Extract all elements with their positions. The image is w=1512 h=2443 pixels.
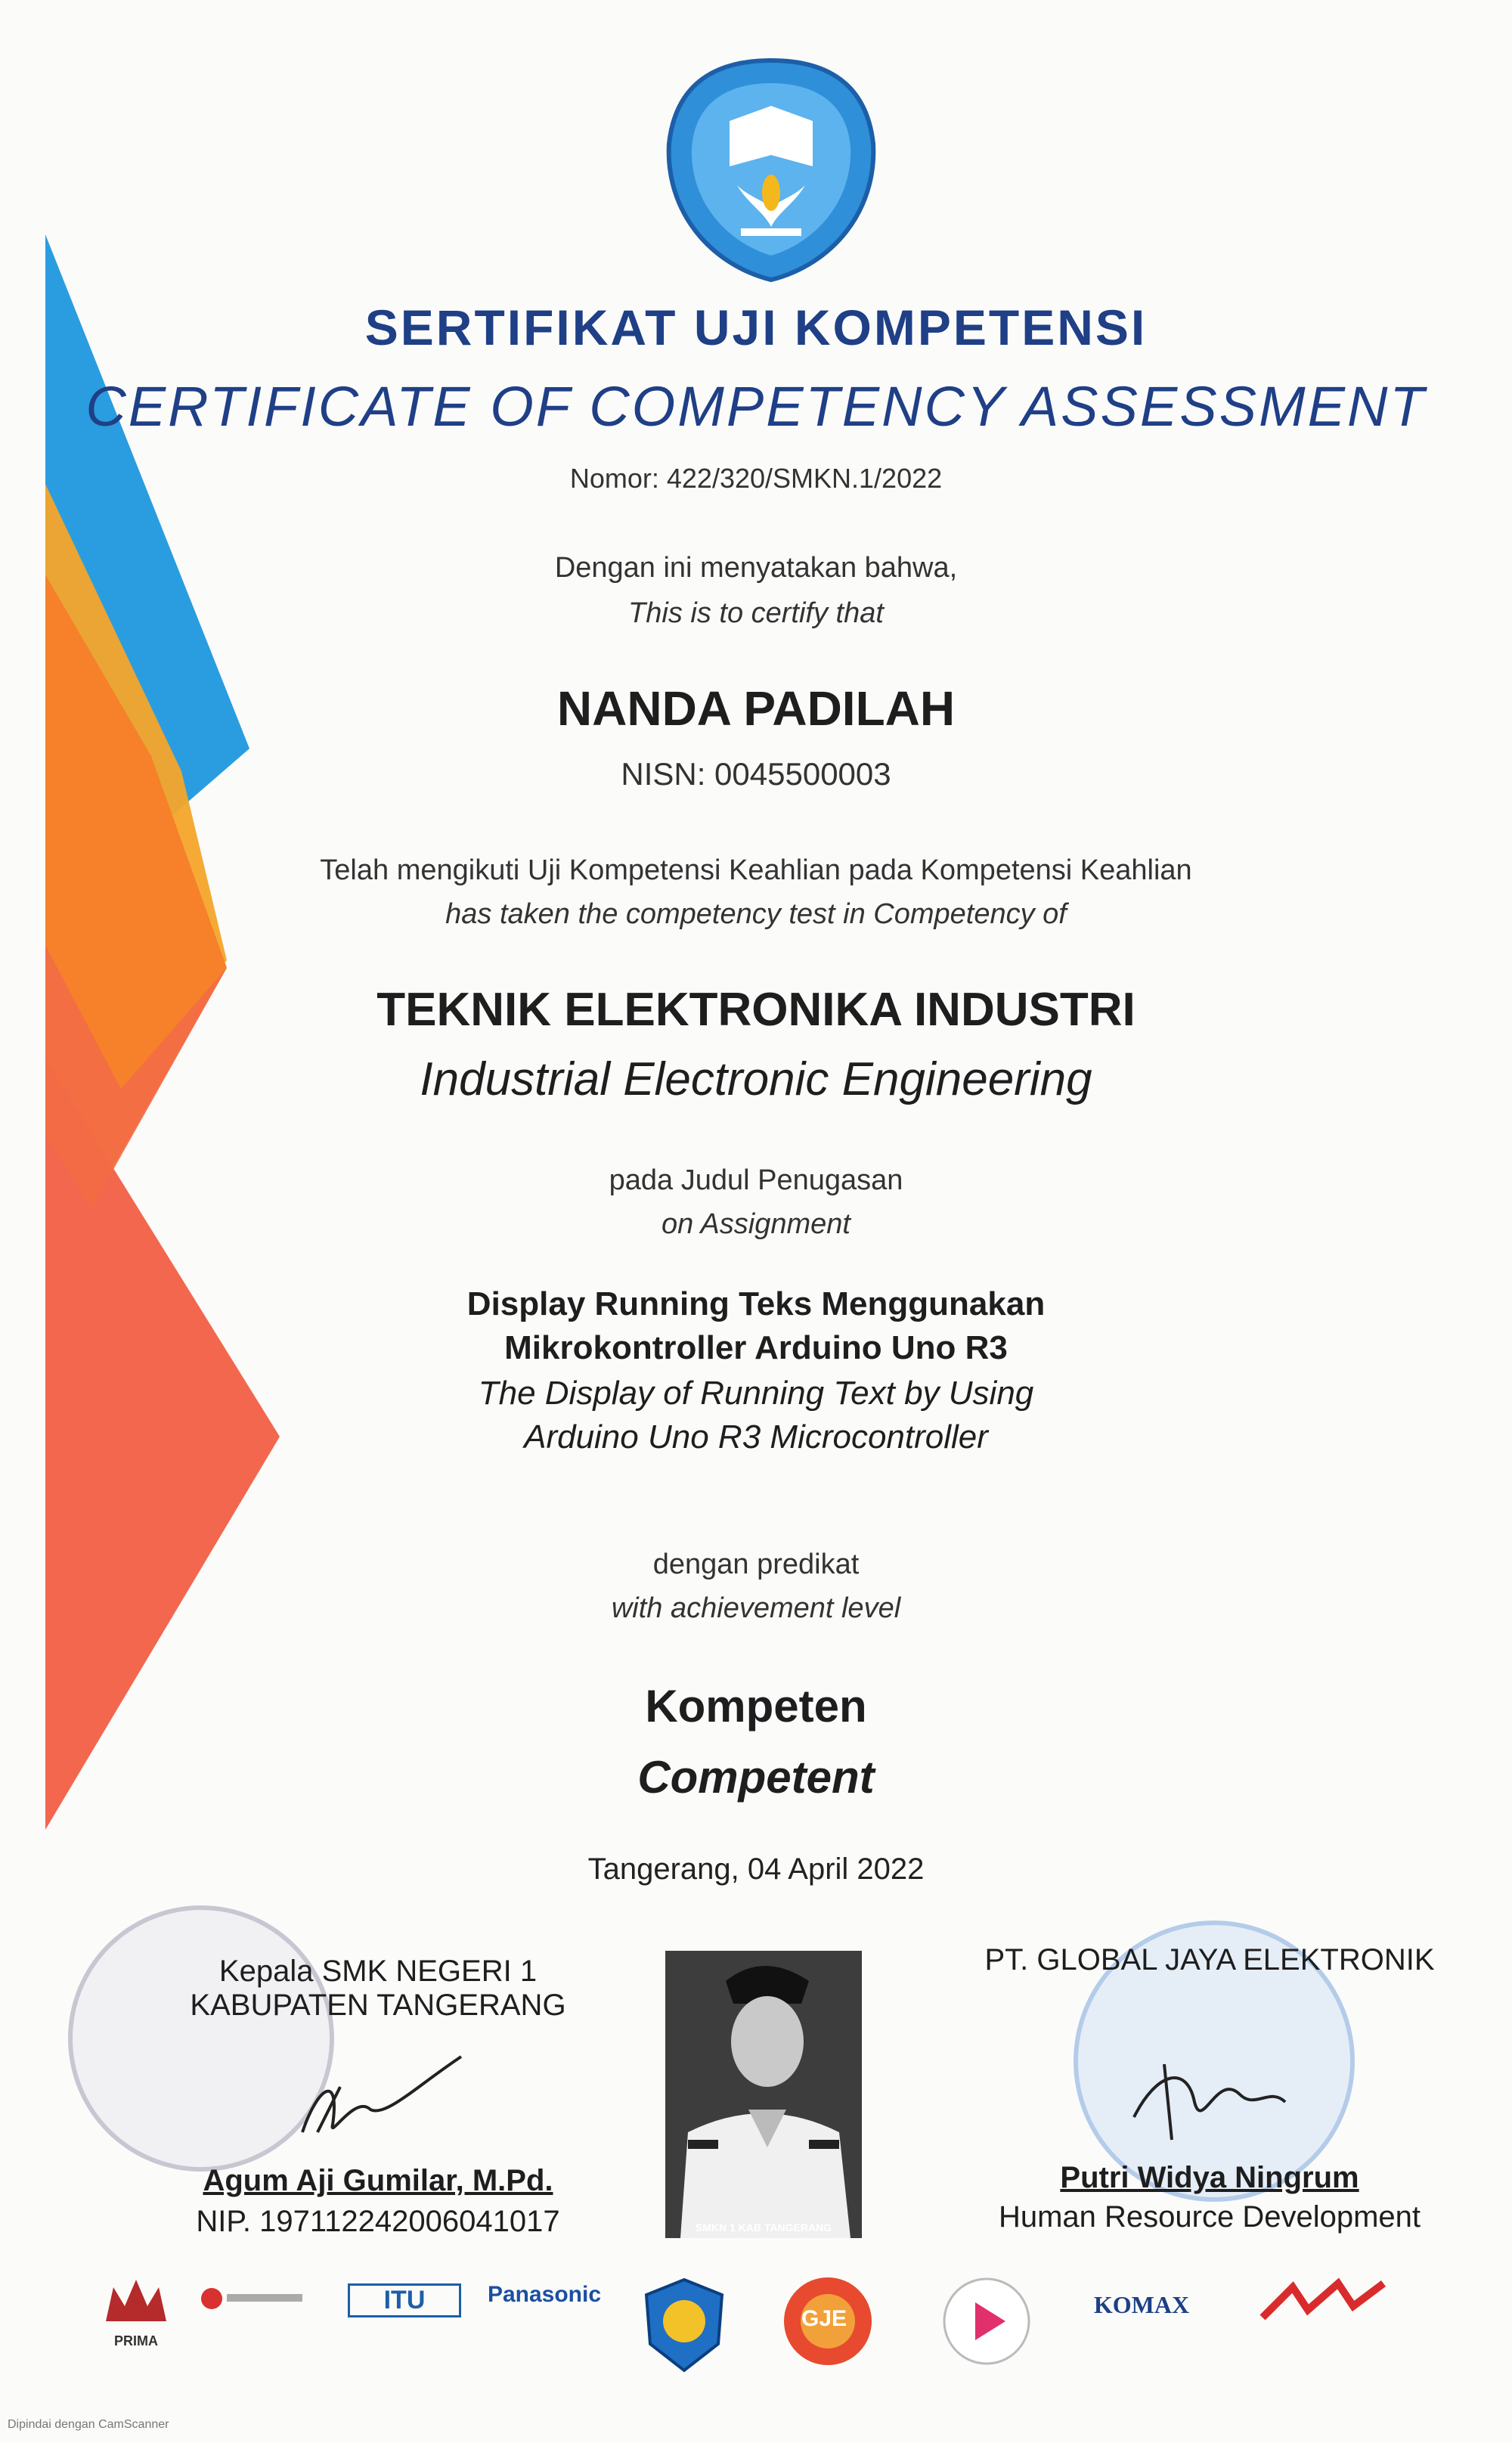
right-signatory-company: PT. GLOBAL JAYA ELEKTRONIK: [984, 1943, 1435, 1976]
recipient-photo: [665, 1951, 862, 2238]
right-signatory-name: [960, 2161, 1459, 2195]
assignment-title-english-line: Arduino Uno R3 Microcontroller: [524, 1418, 988, 1456]
partner-logo: [197, 2276, 310, 2326]
komax-logo: KOMAX: [1093, 2291, 1190, 2318]
certificate-number: Nomor: 422/320/SMKN.1/2022: [569, 463, 943, 494]
date-place: Tangerang, 04 April 2022: [587, 1852, 925, 1886]
certificate-title-english: CERTIFICATE OF COMPETENCY ASSESSMENT: [85, 375, 1427, 438]
achievement-level: Kompeten: [645, 1681, 867, 1731]
competency-field: TEKNIK ELEKTRONIKA INDUSTRI: [376, 984, 1136, 1036]
partner-logo: [1247, 2276, 1399, 2333]
partner-logo: [937, 2276, 1036, 2371]
right-signatory-name-text: Putri Widya Ningrum: [1060, 2161, 1359, 2194]
left-signatory-nip: NIP. 197112242006041017: [196, 2205, 560, 2238]
assignment-title-line: Display Running Teks Menggunakan: [466, 1285, 1046, 1322]
assignment-title-english-line: The Display of Running Text by Using: [478, 1375, 1034, 1412]
competency-statement: Telah mengikuti Uji Kompetensi Keahlian pada Kompetensi Keahlian: [320, 854, 1192, 886]
assignment-label-english: on Assignment: [662, 1208, 850, 1240]
competency-field-english: Industrial Electronic Engineering: [420, 1053, 1092, 1105]
assignment-title-line: Mikrokontroller Arduino Uno R3: [504, 1329, 1008, 1366]
achievement-level-english: Competent: [637, 1752, 875, 1803]
left-signatory-role-line: Kepala SMK NEGERI 1: [218, 1955, 538, 1988]
assignment-label: pada Judul Penugasan: [609, 1164, 903, 1196]
competency-statement-english: has taken the competency test in Competency of: [445, 898, 1067, 930]
left-signature: [287, 2042, 469, 2147]
intro-text-english: This is to certify that: [628, 597, 884, 629]
predicate-label-english: with achievement level: [611, 1592, 901, 1624]
partner-logos: [91, 2276, 1452, 2374]
certificate-title: SERTIFIKAT UJI KOMPETENSI: [364, 299, 1148, 355]
prima-logo: PRIMA: [91, 2276, 181, 2349]
left-signatory-name-text: Agum Aji Gumilar, M.Pd.: [203, 2164, 553, 2197]
right-signature: [1119, 2042, 1300, 2147]
panasonic-logo: Panasonic: [487, 2282, 602, 2307]
left-signatory-role-line: KABUPATEN TANGERANG: [190, 1989, 566, 2022]
ministry-emblem-logo: [658, 53, 885, 287]
photo-caption: SMKN 1 KAB TANGERANG: [695, 2221, 832, 2234]
left-signatory-role: [136, 1955, 620, 2023]
scanner-watermark: Dipindai dengan CamScanner: [8, 2418, 169, 2431]
itu-logo: ITU: [348, 2276, 461, 2317]
predicate-label: dengan predikat: [652, 1549, 860, 1580]
school-logo: [635, 2276, 733, 2379]
left-signatory-name: [136, 2164, 620, 2198]
recipient-nisn: NISN: 0045500003: [621, 756, 891, 792]
intro-text: Dengan ini menyatakan bahwa,: [554, 552, 958, 584]
recipient-name: NANDA PADILAH: [556, 681, 956, 736]
right-signatory-title: Human Resource Development: [998, 2200, 1421, 2234]
gje-logo: GJE: [779, 2276, 877, 2371]
